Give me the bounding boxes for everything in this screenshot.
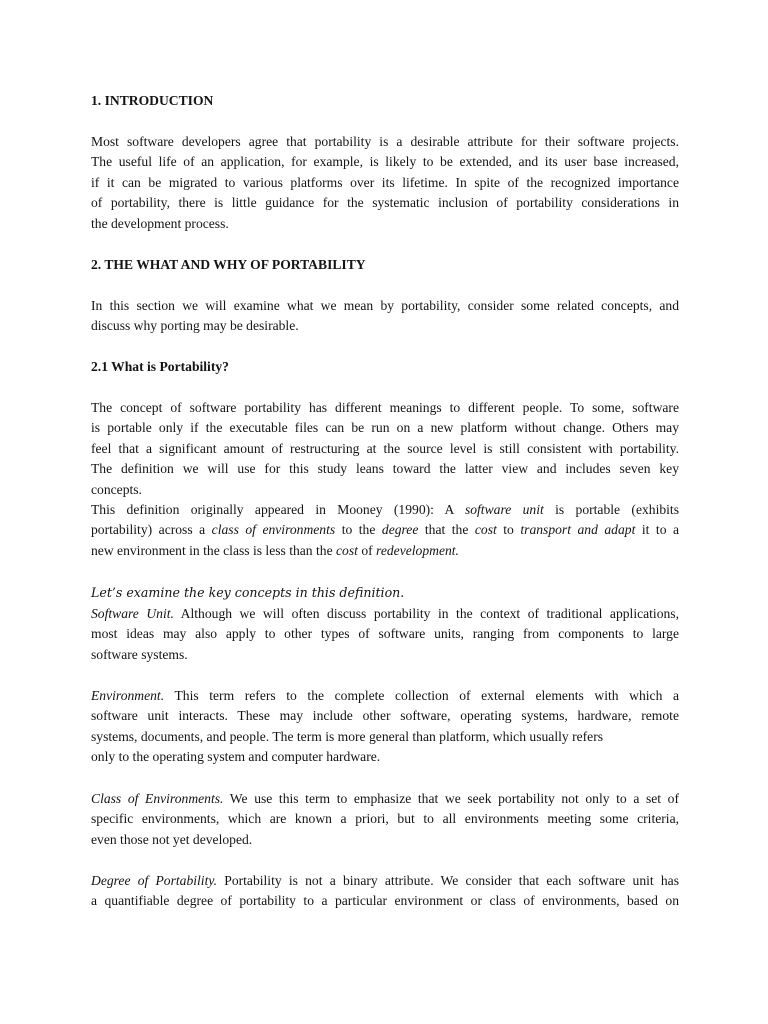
paragraph-software-unit — [91, 604, 679, 665]
intro-line-2: The useful life of an application, for example, is likely to be extended, and its user base increased, — [91, 154, 679, 170]
degree-line-2: a quantifiable degree of portability to a particular environment or class of environments, based on — [91, 893, 679, 909]
definition-text: to — [496, 522, 521, 538]
heading-introduction: 1. INTRODUCTION — [91, 93, 214, 108]
term-class-of-environments: class of environments — [211, 522, 336, 538]
paragraph-class-of-environments — [91, 789, 679, 850]
definition-text: it to a — [635, 522, 680, 538]
term-cost: cost — [474, 522, 497, 538]
software-unit-line-3: software systems. — [91, 646, 188, 662]
class-env-text: We use this term to emphasize that we seek portability not only to a set of — [223, 791, 680, 806]
term-software-unit: Software Unit. — [91, 606, 174, 621]
term-environment: Environment. — [91, 688, 165, 703]
what-why-line-1: In this section we will examine what we mean by portability, consider some related concepts, and — [91, 298, 679, 313]
term-degree-of-portability: Degree of Portability. — [91, 873, 218, 888]
paragraph-what-and-why — [91, 296, 679, 337]
term-class-of-environments: Class of Environments. — [91, 791, 224, 806]
paragraph-introduction — [91, 132, 679, 234]
degree-line-1 — [91, 871, 679, 891]
paragraph-environment — [91, 686, 679, 768]
term-degree: degree — [381, 522, 419, 538]
software-unit-text: Although we will often discuss portability in the context of traditional applications, — [173, 606, 679, 621]
software-unit-line-1 — [91, 604, 679, 624]
definition-text: that the — [418, 522, 475, 538]
definition-text: of — [357, 542, 377, 558]
class-env-line-1 — [91, 789, 679, 809]
class-env-line-2: specific environments, which are known a priori, but to all environments meeting some criteria, — [91, 811, 679, 827]
definition-line-2 — [91, 520, 679, 540]
term-software-unit: software unit — [464, 502, 544, 517]
definition-line-1 — [91, 500, 679, 520]
what-why-line-2: discuss why porting may be desirable. — [91, 318, 299, 334]
term-redevelopment: redevelopment. — [376, 542, 459, 558]
environment-line-1 — [91, 686, 679, 706]
class-env-line-3: even those not yet developed. — [91, 831, 253, 847]
definition-text: This definition originally appeared in Mooney (1990): A — [91, 502, 465, 517]
concept-line-4: The definition we will use for this study leans toward the latter view and includes seven key — [91, 461, 679, 477]
term-transport-and-adapt: transport and adapt — [520, 522, 636, 538]
key-concepts-lead — [91, 583, 679, 603]
heading-what-is-portability: 2.1 What is Portability? — [91, 359, 229, 374]
heading-what-and-why: 2. THE WHAT AND WHY OF PORTABILITY — [91, 257, 366, 272]
term-cost: cost — [336, 542, 358, 558]
intro-line-4: of portability, there is little guidance for the systematic inclusion of portability considerations in — [91, 195, 679, 211]
definition-text: is portable (exhibits — [543, 502, 679, 517]
definition-text: new environment in the class is less than the — [91, 542, 337, 558]
software-unit-line-2: most ideas may also apply to other types of software units, ranging from components to large — [91, 626, 679, 642]
concept-line-5: concepts. — [91, 481, 142, 497]
intro-line-1: Most software developers agree that portability is a desirable attribute for their software projects. — [91, 134, 679, 149]
definition-text: to the — [335, 522, 382, 538]
definition-text: portability) across a — [91, 522, 212, 538]
paragraph-degree-of-portability — [91, 871, 679, 912]
environment-line-4: only to the operating system and computer hardware. — [91, 749, 381, 765]
intro-line-3: if it can be migrated to various platforms over its lifetime. In spite of the recognized importance — [91, 174, 679, 190]
concept-line-2: is portable only if the executable files can be run on a new platform without change. Others may — [91, 420, 679, 436]
key-concepts-lead-text: Let’s examine the key concepts in this definition. — [91, 585, 405, 600]
paragraph-definition — [91, 500, 679, 561]
definition-line-3 — [91, 541, 679, 561]
intro-line-5: the development process. — [91, 215, 229, 231]
environment-line-2: software unit interacts. These may include other software, operating systems, hardware, remote — [91, 708, 679, 724]
environment-line-3: systems, documents, and people. The term is more general than platform, which usually refers — [91, 728, 604, 744]
concept-line-3: feel that a significant amount of restructuring at the source level is still consistent with portability. — [91, 440, 679, 456]
degree-text: Portability is not a binary attribute. We consider that each software unit has — [217, 873, 679, 888]
document-page — [91, 0, 679, 1024]
environment-text: This term refers to the complete collection of external elements with which a — [164, 688, 679, 703]
concept-line-1: The concept of software portability has different meanings to different people. To some, software — [91, 400, 679, 415]
paragraph-concept — [91, 398, 679, 500]
